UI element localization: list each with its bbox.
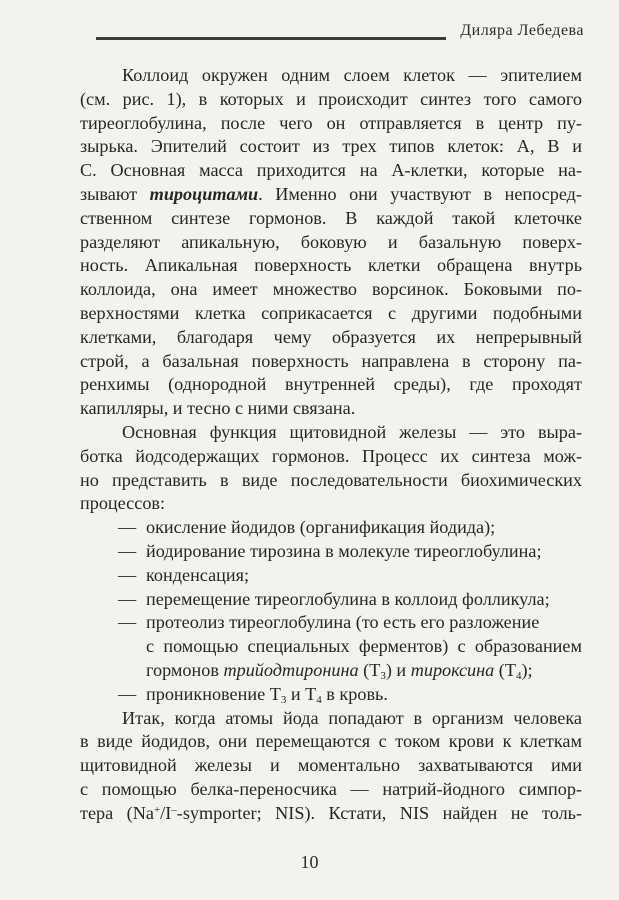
text-line: (см. рис. 1), в которых и происходит синтез того самого: [80, 88, 582, 109]
term-triiodothyronine: трийодтиронина: [223, 659, 359, 680]
subscript: 4: [515, 669, 522, 682]
list-dash: —: [118, 588, 137, 609]
list-item-continuation: с помощью специальных ферментов) с образованием: [146, 636, 582, 657]
text-fragment: (Т: [494, 659, 516, 680]
body-text: [80, 64, 582, 826]
process-list: [80, 516, 582, 706]
text-fragment: . Именно они участвуют в непосред-: [258, 183, 582, 204]
list-item-text: йодирование тирозина в молекуле тиреоглобулина;: [146, 540, 542, 561]
list-dash: —: [118, 564, 137, 585]
header-author: Диляра Лебедева: [460, 22, 584, 39]
paragraph-iodine: [80, 707, 582, 826]
subscript: 3: [280, 693, 287, 706]
running-head: [96, 22, 584, 46]
list-dash: —: [118, 683, 137, 704]
page-number: 10: [300, 852, 319, 872]
text-line: процессов:: [80, 493, 166, 514]
text-fragment: -symporter; NIS). Кстати, NIS найден не толь-: [176, 802, 582, 823]
paragraph-colloid: [80, 64, 582, 421]
list-dash: —: [118, 612, 137, 633]
text-line: разделяют апикальную, боковую и базальную поверх-: [80, 231, 582, 252]
text-line: в виде йодидов, они перемещаются с током крови к клеткам: [80, 731, 582, 752]
text-line: [80, 183, 582, 207]
list-item: [80, 588, 582, 612]
list-item: [80, 683, 582, 707]
list-dash: —: [118, 540, 137, 561]
list-item-text: конденсация;: [146, 564, 250, 585]
text-line: Коллоид окружен одним слоем клеток — эпителием: [122, 65, 582, 85]
text-fragment: (Т: [358, 659, 381, 680]
subscript: 3: [380, 669, 386, 682]
text-line: но представить в виде последовательности биохимических: [80, 469, 582, 490]
text-line: Итак, когда атомы йода попадают в организм человека: [122, 707, 582, 728]
text-line: коллоида, она имеет множество ворсинок. Боковыми по-: [80, 279, 582, 300]
text-fragment: и Т: [286, 683, 317, 704]
text-fragment: /I: [160, 802, 172, 823]
text-line: зырька. Эпителий состоит из трех типов клеток: А, В и: [80, 136, 582, 157]
list-item: [80, 611, 582, 635]
text-fragment: проникновение Т: [146, 683, 281, 704]
list-item-text: окисление йодидов (органификация йодида);: [146, 517, 496, 538]
text-fragment: );: [521, 659, 533, 680]
text-line: строй, а базальная поверхность направлена в сторону па-: [80, 350, 582, 371]
text-line: [80, 802, 582, 826]
text-fragment: зывают: [80, 183, 150, 204]
text-line: ренхимы (однородной внутренней среды), где проходят: [80, 374, 582, 395]
list-item-text: протеолиз тиреоглобулина (то есть его разложение: [146, 612, 540, 633]
text-fragment: тера (Na: [80, 802, 154, 823]
header-rule: [96, 37, 446, 40]
text-line: с помощью белка-переносчика — натрий-йодного симпор-: [80, 778, 582, 799]
text-line: тиреоглобулина, после чего он отправляется в центр пу-: [80, 112, 582, 133]
text-line: ственном синтезе гормонов. В каждой такой клеточке: [80, 207, 582, 228]
superscript: +: [153, 803, 161, 816]
text-line: капилляры, и тесно с ними связана.: [80, 398, 356, 419]
text-line: щитовидной железы и моментально захватываются ими: [80, 755, 582, 776]
text-line: ботка йодсодержащих гормонов. Процесс их синтеза мож-: [80, 445, 582, 466]
list-item-continuation: [80, 659, 582, 683]
superscript: –: [171, 803, 177, 816]
list-item: [80, 564, 582, 588]
text-fragment: гормонов: [146, 659, 224, 680]
list-item: [80, 516, 582, 540]
text-line: верхностями клетка соприкасается с другими подобными: [80, 302, 582, 323]
paragraph-function: [80, 421, 582, 516]
text-fragment: ) и: [385, 659, 411, 680]
list-dash: —: [118, 517, 137, 538]
subscript: 4: [316, 693, 322, 706]
text-fragment: в кровь.: [321, 683, 388, 704]
text-line: ность. Апикальная поверхность клетки обращена внутрь: [80, 255, 582, 276]
text-line: Основная функция щитовидной железы — это выра-: [122, 421, 582, 442]
list-item: [80, 540, 582, 564]
list-item-text: перемещение тиреоглобулина в коллоид фолликула;: [146, 588, 550, 609]
text-line: С. Основная масса приходится на А-клетки, которые на-: [80, 160, 582, 181]
text-line: клетками, благодаря чему образуется их непрерывный: [80, 326, 582, 347]
term-thyrocytes: тироцитами: [149, 183, 259, 204]
term-thyroxine: тироксина: [410, 659, 495, 680]
